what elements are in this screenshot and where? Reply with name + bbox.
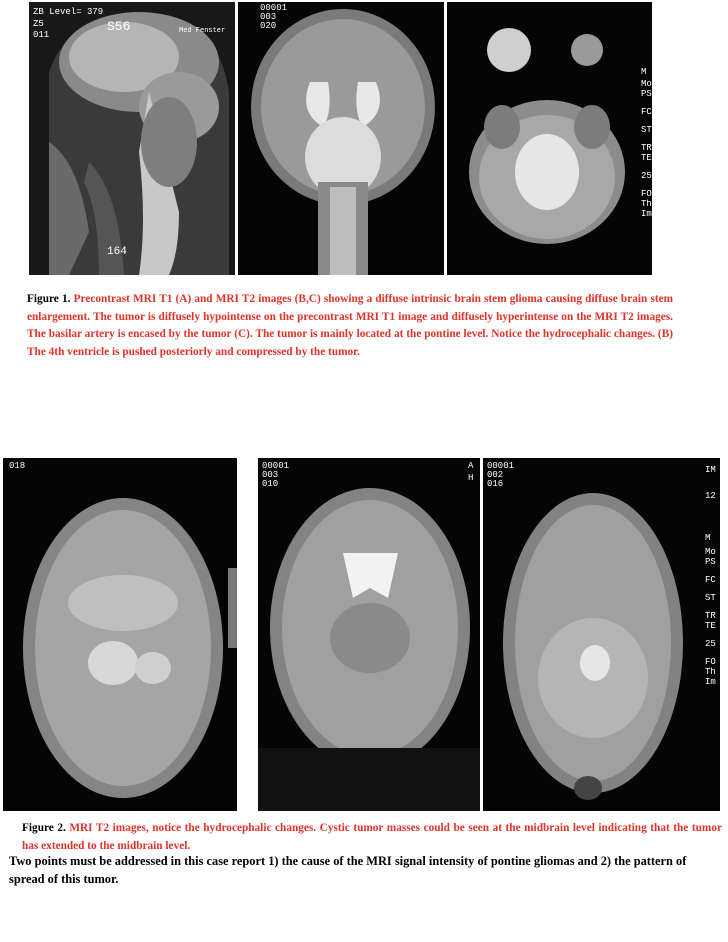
figure1-caption-text: Precontrast MRI T1 (A) and MRI T2 images (B,C) showing a diffuse intrinsic brain stem glioma causing diffuse brain stem enlargement. The tumor is diffusely hypointense on the precontrast MRI T1 image and diffusely hyperintense on the MRI T2 images. The basilar artery is encased by the tumor (C). The tumor is mainly located at the pontine level. Notice the hydrocephalic changes. (B) The 4th ventricle is pushed posteriorly and compressed by the tumor. xyxy=(27,293,674,358)
overlay-text: 010 xyxy=(262,479,279,489)
overlay-text: 12 xyxy=(705,491,716,501)
overlay-text: Im xyxy=(705,677,716,687)
overlay-text: Mo xyxy=(641,79,652,89)
overlay-text: TE xyxy=(705,621,716,631)
mri-coronal-image xyxy=(238,2,444,275)
overlay-text: Th xyxy=(641,199,652,209)
figure2-panel-a-axial-t2 xyxy=(3,458,237,811)
body-paragraph: Two points must be addressed in this case report 1) the cause of the MRI signal intensity of pontine gliomas and 2) the pattern of spread of this tumor. xyxy=(9,854,687,886)
overlay-text: FO xyxy=(705,657,716,667)
figure1-panel-b-coronal-t2 xyxy=(238,2,444,275)
overlay-text: 00001 xyxy=(487,461,515,471)
figure1-panel-c-axial-t2 xyxy=(447,2,652,275)
overlay-text: A xyxy=(468,461,474,471)
overlay-text: 00001 xyxy=(260,3,288,13)
overlay-text: Med Fenster xyxy=(179,27,226,35)
overlay-text: 00001 xyxy=(262,461,290,471)
overlay-text: M xyxy=(705,533,711,543)
mri-axial-image xyxy=(447,2,652,275)
overlay-text: TE xyxy=(641,153,652,163)
figure2-caption-text: MRI T2 images, notice the hydrocephalic changes. Cystic tumor masses could be seen at the midbrain level indicating that the tumor has extended to the midbrain level. xyxy=(22,822,722,852)
overlay-text: 379 xyxy=(87,7,104,17)
overlay-text: 25 xyxy=(641,171,652,181)
overlay-text: 164 xyxy=(107,246,127,258)
figure2-label: Figure 2. xyxy=(22,822,66,834)
figure2-panel-b-axial-t2 xyxy=(258,458,480,811)
overlay-text: Th xyxy=(705,667,716,677)
overlay-text: IM xyxy=(705,465,716,475)
overlay-text: 018 xyxy=(9,461,26,471)
figure2-caption xyxy=(22,820,722,855)
overlay-text: ST xyxy=(705,593,716,603)
mri-axial-image xyxy=(483,458,720,811)
figure1-panel-a-sagittal-t1 xyxy=(29,2,235,275)
overlay-text: M xyxy=(641,67,647,77)
mri-sagittal-image xyxy=(29,2,235,275)
figure1-label: Figure 1. xyxy=(27,293,71,305)
overlay-text: FO xyxy=(641,189,652,199)
overlay-text: ST xyxy=(641,125,652,135)
overlay-text: 25 xyxy=(705,639,716,649)
overlay-text: Z5 xyxy=(33,19,44,29)
overlay-text: 003 xyxy=(260,12,277,22)
overlay-text: S56 xyxy=(107,19,131,34)
mri-axial-image xyxy=(3,458,237,811)
overlay-text: 003 xyxy=(262,470,279,480)
overlay-text: 020 xyxy=(260,21,277,31)
overlay-text: Im xyxy=(641,209,652,219)
overlay-text: 016 xyxy=(487,479,504,489)
mri-axial-image xyxy=(258,458,480,811)
overlay-text: FC xyxy=(641,107,652,117)
overlay-text: FC xyxy=(705,575,716,585)
overlay-text: H xyxy=(468,473,474,483)
overlay-text: TR xyxy=(705,611,716,621)
figure2-panel-c-axial-t2 xyxy=(483,458,720,811)
overlay-text: PS xyxy=(641,89,652,99)
overlay-text: PS xyxy=(705,557,716,567)
figure1-caption xyxy=(27,291,673,361)
overlay-text: 002 xyxy=(487,470,504,480)
overlay-text: Mo xyxy=(705,547,716,557)
overlay-text: 011 xyxy=(33,30,50,40)
overlay-text: TR xyxy=(641,143,652,153)
overlay-text: ZB Level= xyxy=(33,7,82,17)
